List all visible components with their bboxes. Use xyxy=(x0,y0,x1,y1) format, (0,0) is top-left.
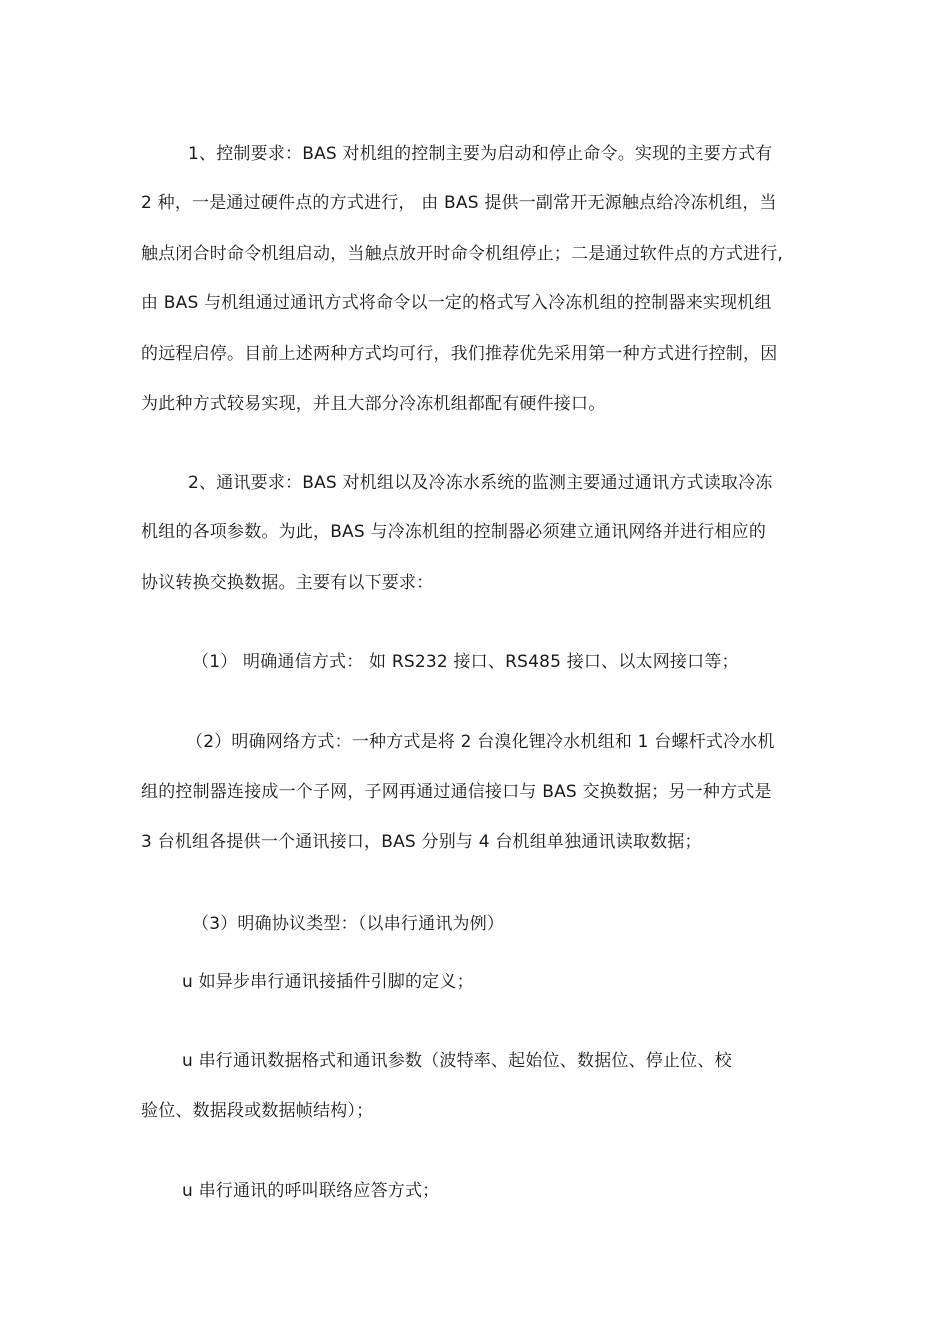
section2-line-1: 2、通讯要求：BAS 对机组以及冷冻水系统的监测主要通过通讯方式读取冷冻 xyxy=(188,473,773,493)
bullet-2-line-2: 验位、数据段或数据帧结构）； xyxy=(141,1101,374,1121)
bullet-2-line-1: u 串行通讯数据格式和通讯参数（波特率、起始位、数据位、停止位、校 xyxy=(182,1051,732,1071)
item2-line-2: 组的控制器连接成一个子网，子网再通过通信接口与 BAS 交换数据；另一种方式是 xyxy=(141,782,772,802)
section1-line-6: 为此种方式较易实现，并且大部分冷冻机组都配有硬件接口。 xyxy=(141,394,606,414)
item2-line-1: （2）明确网络方式：一种方式是将 2 台溴化锂冷水机组和 1 台螺杆式冷水机 xyxy=(186,732,775,752)
section2-line-3: 协议转换交换数据。主要有以下要求： xyxy=(141,573,434,593)
section1-line-1: 1、控制要求：BAS 对机组的控制主要为启动和停止命令。实现的主要方式有 xyxy=(188,144,773,164)
section2-line-2: 机组的各项参数。为此，BAS 与冷冻机组的控制器必须建立通讯网络并进行相应的 xyxy=(141,522,767,542)
item1-line-1: （1） 明确通信方式： 如 RS232 接口、RS485 接口、以太网接口等； xyxy=(192,652,739,672)
item2-line-3: 3 台机组各提供一个通讯接口，BAS 分别与 4 台机组单独通讯读取数据； xyxy=(141,832,702,852)
section1-line-5: 的远程启停。目前上述两种方式均可行，我们推荐优先采用第一种方式进行控制，因 xyxy=(141,344,778,364)
section1-line-3: 触点闭合时命令机组启动，当触点放开时命令机组停止；二是通过软件点的方式进行, xyxy=(141,244,784,264)
bullet-3-line-1: u 串行通讯的呼叫联络应答方式； xyxy=(182,1181,440,1201)
section1-line-4: 由 BAS 与机组通过通讯方式将命令以一定的格式写入冷冻机组的控制器来实现机组 xyxy=(141,293,772,313)
section1-line-2: 2 种，一是通过硬件点的方式进行， 由 BAS 提供一副常开无源触点给冷冻机组，当 xyxy=(141,193,777,213)
item3-line-1: （3）明确协议类型：（以串行通讯为例） xyxy=(192,914,505,934)
bullet-1-line-1: u 如异步串行通讯接插件引脚的定义； xyxy=(182,972,474,992)
